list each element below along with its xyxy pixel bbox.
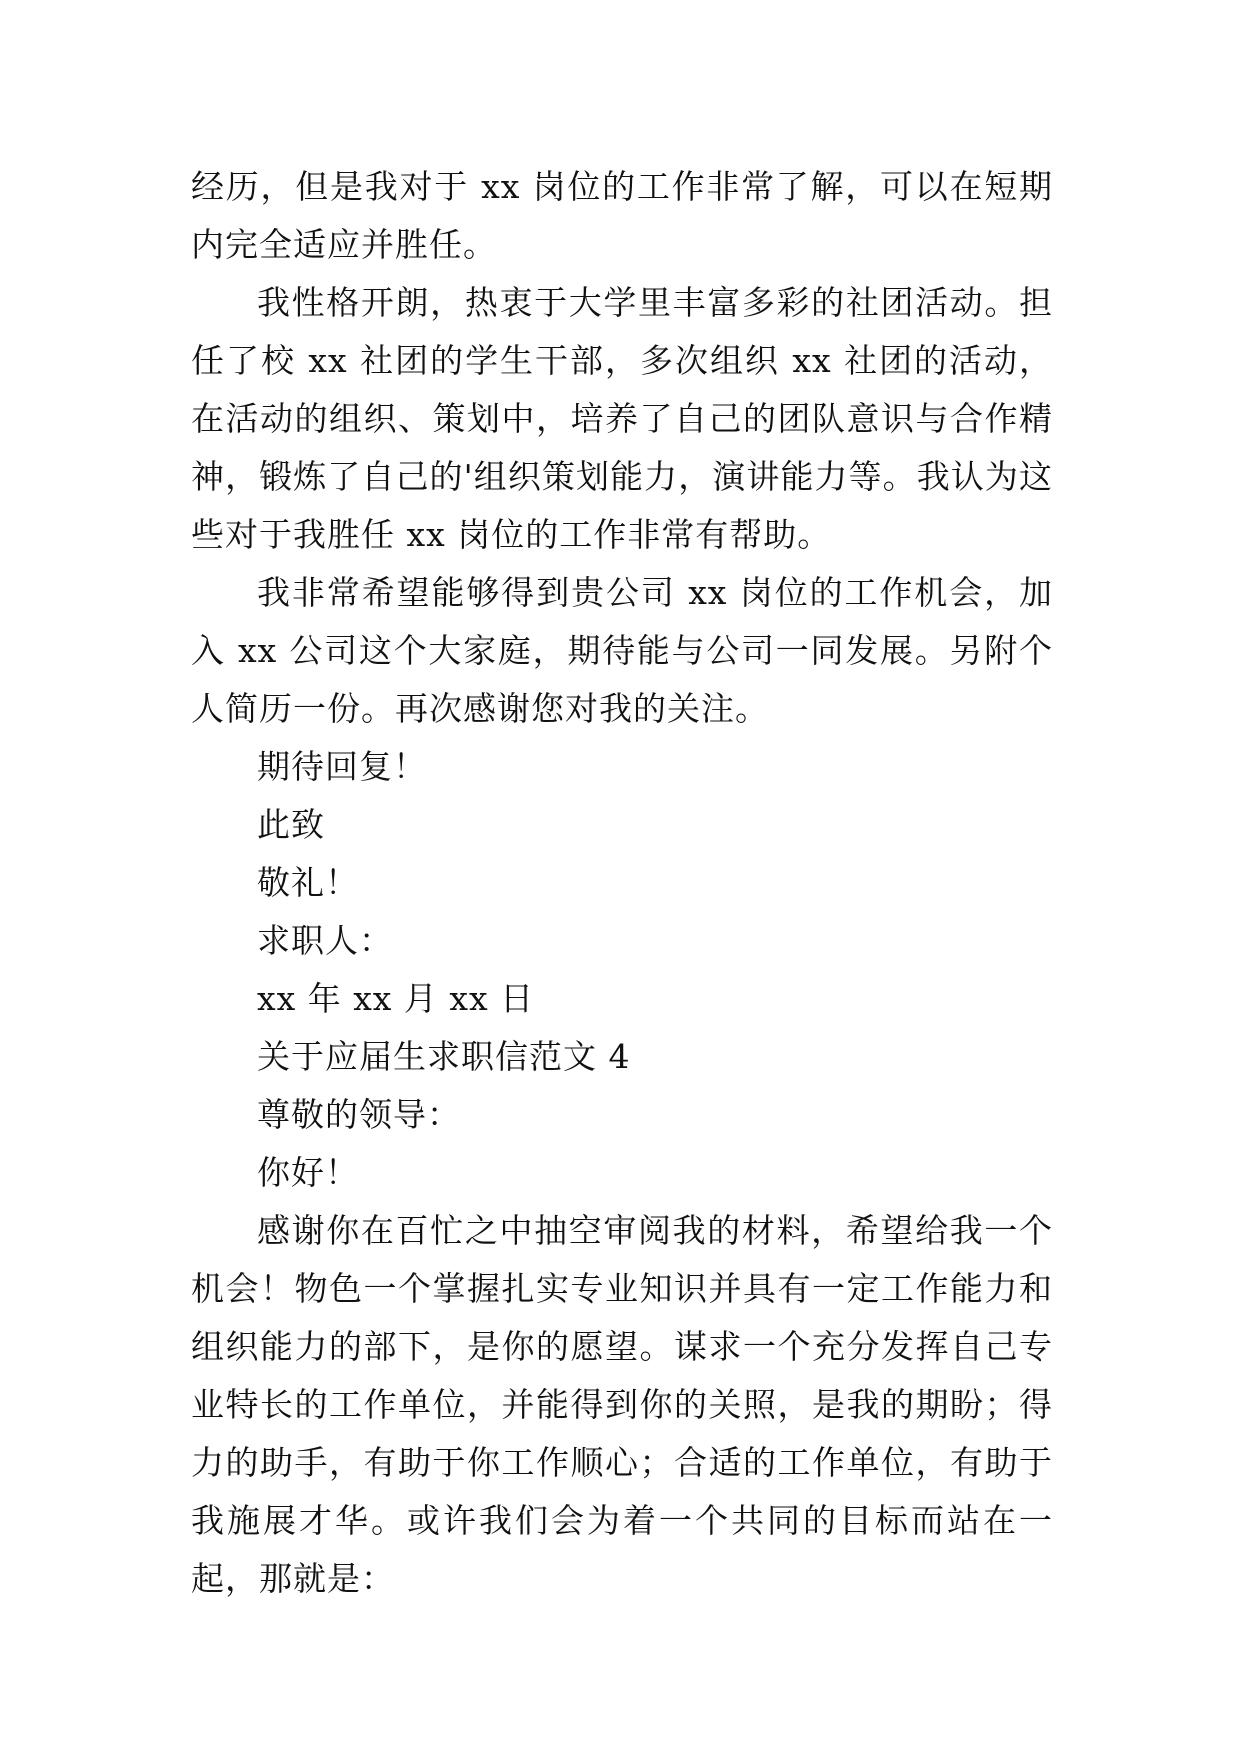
closing-date: xx 年 xx 月 xx 日 [257,979,535,1018]
closing-applicant: 求职人： [257,921,393,960]
closing-cizhi: 此致 [257,805,325,844]
closing-expect-reply: 期待回复！ [257,747,427,786]
next-letter-title: 关于应届生求职信范文 4 [257,1037,631,1076]
closing-jingli: 敬礼！ [257,863,359,902]
body-paragraph-hope: 我非常希望能够得到贵公司 xx 岗位的工作机会，加入 xx 公司这个大家庭，期待能与公司一同发展。另附个人简历一份。再次感谢您对我的关注。 [191,573,1053,728]
next-letter-body: 感谢你在百忙之中抽空审阅我的材料，希望给我一个机会！物色一个掌握扎实专业知识并具有一定工作能力和组织能力的部下，是你的愿望。谋求一个充分发挥自己专业特长的工作单位，并能得到你的关照，是我的期盼；得力的助手，有助于你工作顺心；合适的工作单位，有助于我施展才华。或许我们会为着一个共同的目标而站在一起，那就是： [191,1211,1053,1598]
next-letter-greeting: 你好！ [257,1153,359,1192]
letter-text [191,158,1053,1608]
continuation-paragraph: 经历，但是我对于 xx 岗位的工作非常了解，可以在短期内完全适应并胜任。 [191,167,1053,264]
body-paragraph-activities: 我性格开朗，热衷于大学里丰富多彩的社团活动。担任了校 xx 社团的学生干部，多次组织 xx 社团的活动，在活动的组织、策划中，培养了自己的团队意识与合作精神，锻炼了自己的'组织策划能力，演讲能力等。我认为这些对于我胜任 xx 岗位的工作非常有帮助。 [191,283,1053,554]
next-letter-salutation: 尊敬的领导： [257,1095,461,1134]
